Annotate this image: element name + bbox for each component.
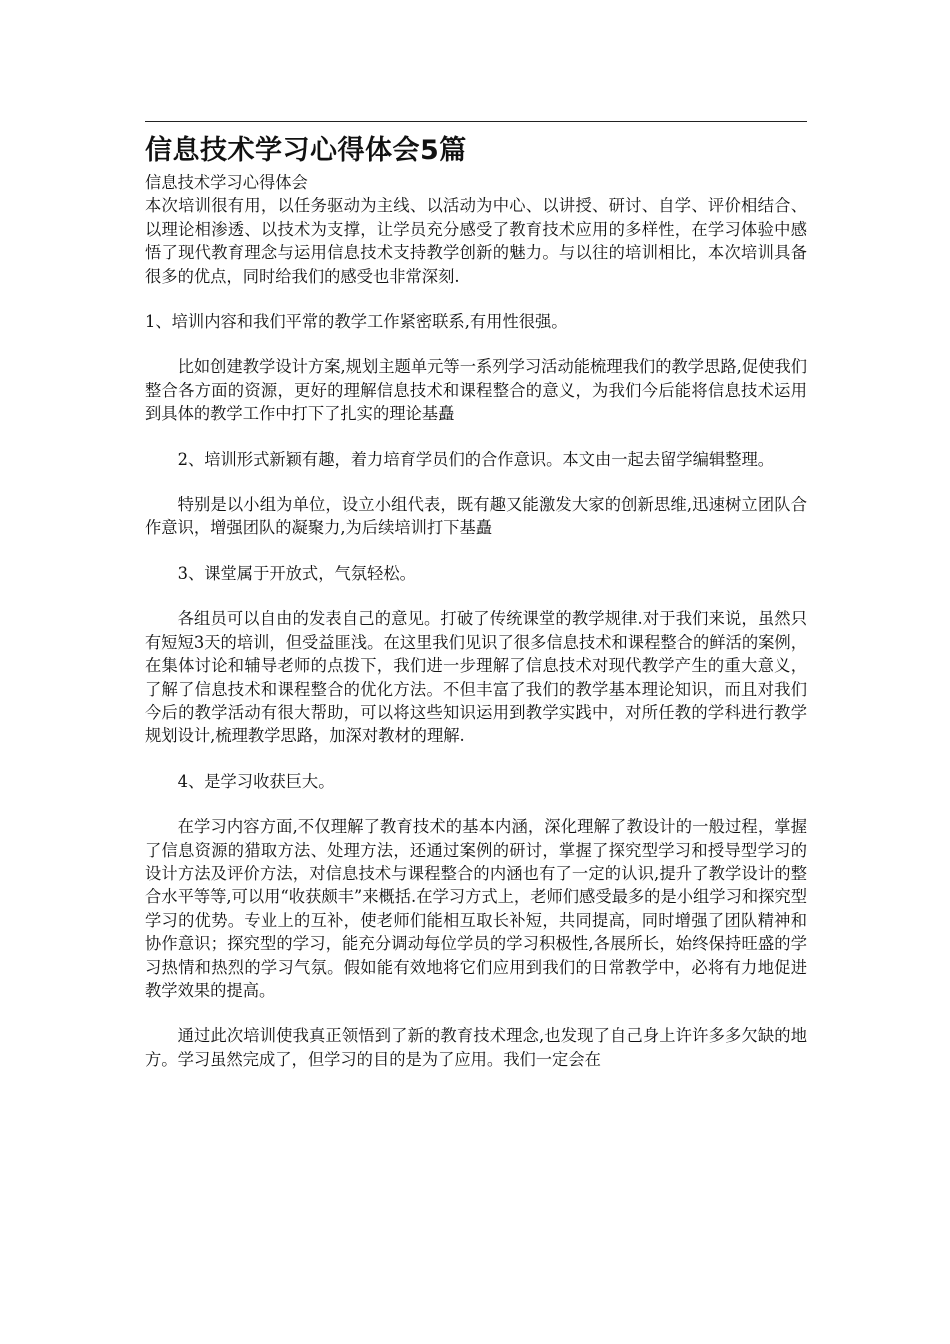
- document-subtitle: 信息技术学习心得体会: [145, 173, 308, 192]
- paragraph-point-2: 2、培训形式新颖有趣，着力培育学员们的合作意识。本文由一起去留学编辑整理。: [177, 449, 775, 469]
- header-rule: [145, 121, 807, 122]
- paragraph-point-2-detail: 特别是以小组为单位，设立小组代表，既有趣又能激发大家的创新思维,迅速树立团队合作意识，增强团队的凝聚力,为后续培训打下基矗: [145, 495, 807, 538]
- paragraph-point-1: 1、培训内容和我们平常的教学工作紧密联系,有用性很强。: [145, 312, 568, 332]
- paragraph-conclusion: 通过此次培训使我真正领悟到了新的教育技术理念,也发现了自己身上许许多多欠缺的地方。学习虽然完成了，但学习的目的是为了应用。我们一定会在: [145, 1026, 807, 1069]
- paragraph-point-3-detail: 各组员可以自由的发表自己的意见。打破了传统课堂的教学规律.对于我们来说，虽然只有短短3天的培训，但受益匪浅。在这里我们见识了很多信息技术和课程整合的鲜活的案例，在集体讨论和辅导老师的点拨下，我们进一步理解了信息技术对现代教学产生的重大意义，了解了信息技术和课程整合的优化方法。不但丰富了我们的教学基本理论知识，而且对我们今后的教学活动有很大帮助，可以将这些知识运用到教学实践中，对所任教的学科进行教学规划设计,梳理教学思路，加深对教材的理解.: [145, 609, 807, 746]
- paragraph-point-4-detail: 在学习内容方面,不仅理解了教育技术的基本内涵，深化理解了教设计的一般过程，掌握了信息资源的猎取方法、处理方法，还通过案例的研讨，掌握了探究型学习和授导型学习的设计方法及评价方法，对信息技术与课程整合的内涵也有了一定的认识,提升了教学设计的整合水平等等,可以用“收获颇丰”来概括.在学习方式上，老师们感受最多的是小组学习和探究型学习的优势。专业上的互补，使老师们能相互取长补短，共同提高，同时增强了团队精神和协作意识；探究型的学习，能充分调动每位学员的学习积极性,各展所长，始终保持旺盛的学习热情和热烈的学习气氛。假如能有效地将它们应用到我们的日常教学中，必将有力地促进教学效果的提高。: [145, 817, 807, 1000]
- paragraph-point-1-detail: 比如创建教学设计方案,规划主题单元等一系列学习活动能梳理我们的教学思路,促使我们整合各方面的资源，更好的理解信息技术和课程整合的意义，为我们今后能将信息技术运用到具体的教学工作中打下了扎实的理论基矗: [145, 357, 807, 424]
- document-body: [145, 171, 807, 1071]
- paragraph-intro: 本次培训很有用，以任务驱动为主线、以活动为中心、以讲授、研讨、自学、评价相结合、以理论相渗透、以技术为支撑，让学员充分感受了教育技术应用的多样性，在学习体验中感悟了现代教育理念与运用信息技术支持教学创新的魅力。与以往的培训相比，本次培训具备很多的优点，同时给我们的感受也非常深刻.: [145, 196, 807, 286]
- paragraph-point-3: 3、课堂属于开放式，气氛轻松。: [177, 563, 416, 583]
- document-title: 信息技术学习心得体会5篇: [145, 135, 467, 166]
- paragraph-point-4: 4、是学习收获巨大。: [177, 771, 335, 791]
